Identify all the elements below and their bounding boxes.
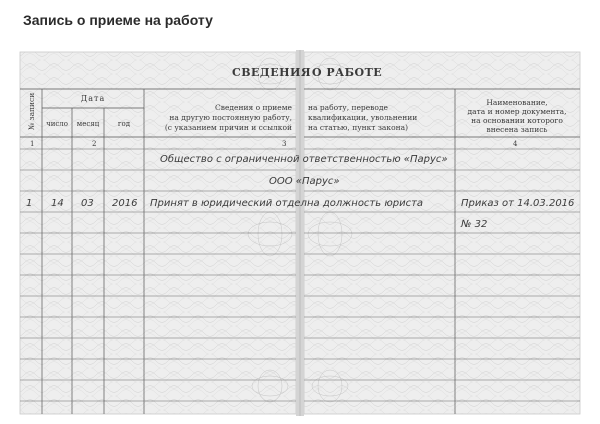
col-header-info-right-3: на статью, пункт закона) bbox=[308, 123, 408, 132]
col-header-doc-2: дата и номер документа, bbox=[467, 107, 567, 116]
col-header-info-left-1: Сведения о приеме bbox=[215, 103, 292, 112]
col-header-number: № записи bbox=[27, 92, 36, 130]
entry-info-right: на должность юриста bbox=[307, 198, 424, 209]
col-index-2: 2 bbox=[92, 140, 97, 148]
col-header-doc-4: внесена запись bbox=[486, 125, 548, 134]
entry-year: 2016 bbox=[112, 198, 138, 209]
employment-record-book bbox=[0, 46, 600, 420]
col-header-info-right-1: на работу, переводе bbox=[308, 103, 388, 112]
entry-org-full: Общество с ограниченной ответственностью «Парус» bbox=[160, 154, 448, 165]
col-header-doc-3: на основании которого bbox=[471, 116, 563, 125]
page-caption: Запись о приеме на работу bbox=[23, 12, 213, 28]
col-header-info-left-2: на другую постоянную работу, bbox=[169, 113, 292, 122]
entry-info-left: Принят в юридический отдел bbox=[150, 198, 307, 209]
col-index-3: 3 bbox=[282, 140, 287, 148]
entry-number: 1 bbox=[26, 198, 33, 209]
entry-org-short: ООО «Парус» bbox=[269, 176, 340, 187]
col-header-info-left-3: (с указанием причин и ссылкой bbox=[164, 123, 292, 132]
col-header-day: число bbox=[46, 120, 68, 128]
col-header-year: год bbox=[117, 120, 131, 128]
col-header-doc-1: Наименование, bbox=[486, 98, 548, 107]
entry-doc-line1: Приказ от 14.03.2016 bbox=[461, 198, 575, 209]
col-index-4: 4 bbox=[513, 140, 518, 148]
col-index-1: 1 bbox=[30, 140, 35, 148]
entry-day: 14 bbox=[51, 198, 64, 209]
entry-doc-line2: № 32 bbox=[461, 219, 488, 230]
col-header-info-right-2: квалификации, увольнении bbox=[308, 113, 418, 122]
col-header-date: Дата bbox=[80, 94, 106, 103]
col-header-month: месяц bbox=[76, 120, 100, 128]
heading-left: СВЕДЕНИЯ bbox=[232, 66, 312, 79]
entry-month: 03 bbox=[81, 198, 94, 209]
heading-right: О РАБОТЕ bbox=[312, 66, 383, 79]
